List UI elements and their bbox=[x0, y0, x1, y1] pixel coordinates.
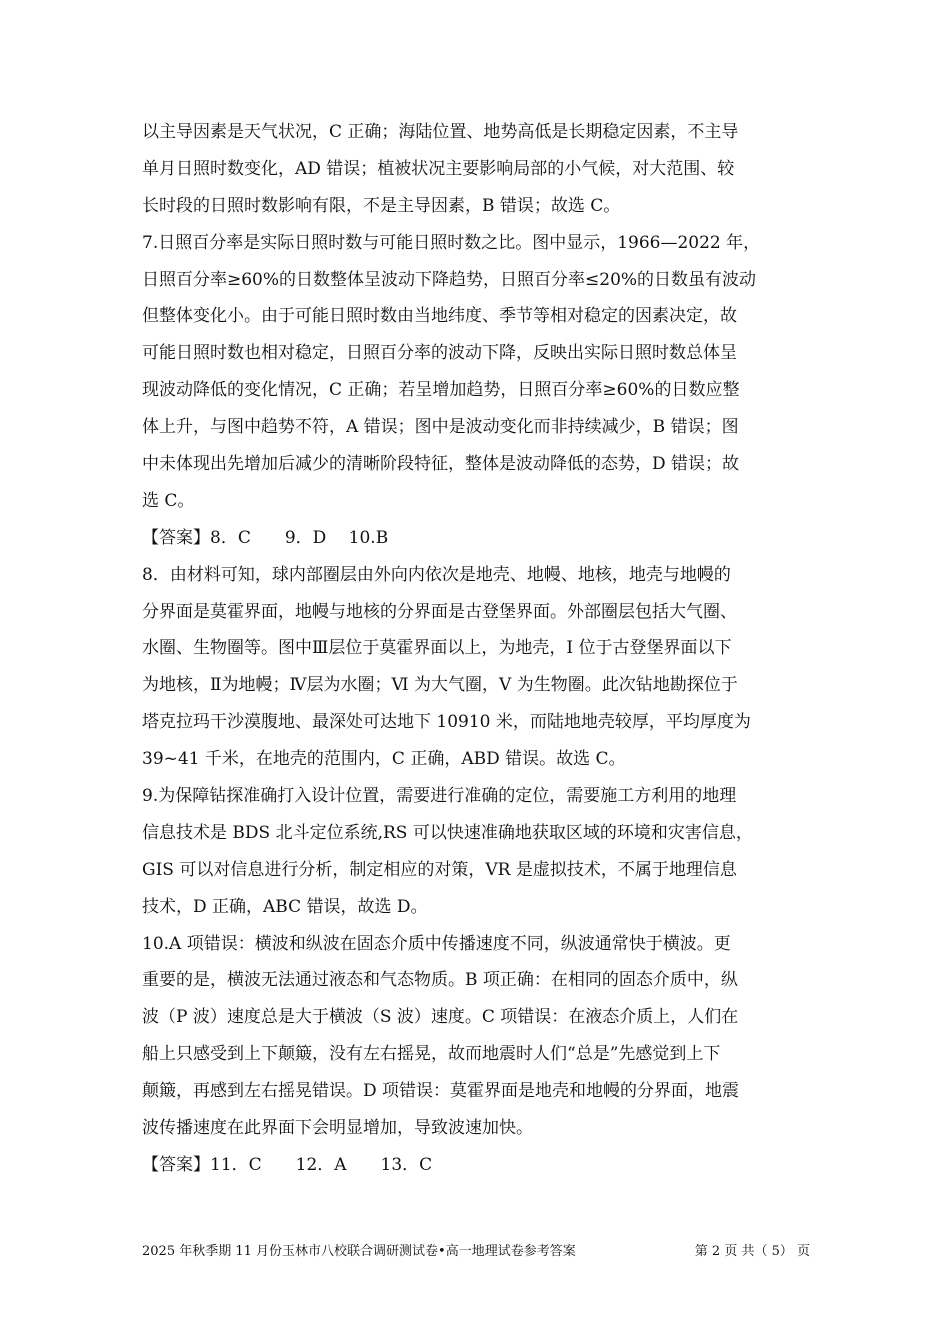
text-line: 水圈、生物圈等。图中Ⅲ层位于莫霍界面以上，为地壳，I 位于古登堡界面以下 bbox=[142, 638, 732, 659]
footer-title: 2025 年秋季期 11 月份玉林市八校联合调研测试卷•高一地理试卷参考答案 bbox=[142, 1244, 576, 1259]
text-line: 为地核，Ⅱ为地幔；Ⅳ层为水圈；Ⅵ 为大气圈，Ⅴ 为生物圈。此次钻地勘探位于 bbox=[142, 675, 738, 696]
text-line: 9.为保障钻探准确打入设计位置，需要进行准确的定位，需要施工方利用的地理 bbox=[142, 786, 737, 807]
text-line: 39~41 千米，在地壳的范围内，C 正确，ABD 错误。故选 C。 bbox=[142, 749, 626, 770]
page-number: 第 2 页 共（ 5） 页 bbox=[694, 1244, 810, 1259]
text-line: 体上升，与图中趋势不符，A 错误；图中是波动变化而非持续减少，B 错误；图 bbox=[142, 417, 739, 438]
text-line: 7.日照百分率是实际日照时数与可能日照时数之比。图中显示，1966—2022 年， bbox=[142, 232, 761, 253]
text-line: 船上只感受到上下颠簸，没有左右摇晃，故而地震时人们“总是”先感觉到上下 bbox=[142, 1044, 721, 1065]
text-line: 长时段的日照时数影响有限，不是主导因素，B 错误；故选 C。 bbox=[142, 195, 621, 216]
text-line: 分界面是莫霍界面，地幔与地核的分界面是古登堡界面。外部圈层包括大气圈、 bbox=[142, 601, 737, 622]
text-line: 波（P 波）速度总是大于横波（S 波）速度。C 项错误：在液态介质上，人们在 bbox=[142, 1007, 739, 1028]
text-line: 选 C。 bbox=[142, 490, 195, 511]
text-line: 10.A 项错误：横波和纵波在固态介质中传播速度不同，纵波通常快于横波。更 bbox=[142, 933, 731, 954]
answer-key-line: 【答案】8．C 9．D 10.B bbox=[142, 527, 389, 548]
text-line: 颠簸，再感到左右摇晃错误。D 项错误：莫霍界面是地壳和地幔的分界面，地震 bbox=[142, 1081, 740, 1102]
text-line: 以主导因素是天气状况，C 正确；海陆位置、地势高低是长期稳定因素，不主导 bbox=[142, 122, 739, 142]
text-line: 现波动降低的变化情况，C 正确；若呈增加趋势，日照百分率≥60%的日数应整 bbox=[142, 380, 740, 401]
text-line: 日照百分率≥60%的日数整体呈波动下降趋势，日照百分率≤20%的日数虽有波动 bbox=[142, 269, 757, 290]
text-line: 8．由材料可知，球内部圈层由外向内依次是地壳、地幔、地核，地壳与地幔的 bbox=[142, 564, 731, 585]
text-line: 重要的是，横波无法通过液态和气态物质。B 项正确：在相同的固态介质中，纵 bbox=[142, 970, 738, 991]
page-footer bbox=[142, 1241, 810, 1263]
text-line: 技术，D 正确，ABC 错误，故选 D。 bbox=[142, 896, 428, 917]
text-line: 波传播速度在此界面下会明显增加，导致波速加快。 bbox=[142, 1118, 533, 1139]
text-line: 中未体现出先增加后减少的清晰阶段特征，整体是波动降低的态势，D 错误；故 bbox=[142, 454, 740, 475]
text-line: 单月日照时数变化，AD 错误；植被状况主要影响局部的小气候，对大范围、较 bbox=[142, 158, 735, 179]
text-line: 可能日照时数也相对稳定，日照百分率的波动下降，反映出实际日照时数总体呈 bbox=[142, 343, 737, 364]
text-line: 但整体变化小。由于可能日照时数由当地纬度、季节等相对稳定的因素决定，故 bbox=[142, 306, 737, 327]
text-line: GIS 可以对信息进行分析，制定相应的对策，VR 是虚拟技术，不属于地理信息 bbox=[142, 859, 737, 880]
answer-key-line: 【答案】11．C 12．A 13．C bbox=[142, 1154, 433, 1175]
text-line: 信息技术是 BDS 北斗定位系统,RS 可以快速准确地获取区域的环境和灾害信息， bbox=[142, 822, 753, 843]
answer-text-body bbox=[142, 114, 810, 1184]
text-line: 塔克拉玛干沙漠腹地、最深处可达地下 10910 米，而陆地地壳较厚，平均厚度为 bbox=[142, 712, 751, 733]
